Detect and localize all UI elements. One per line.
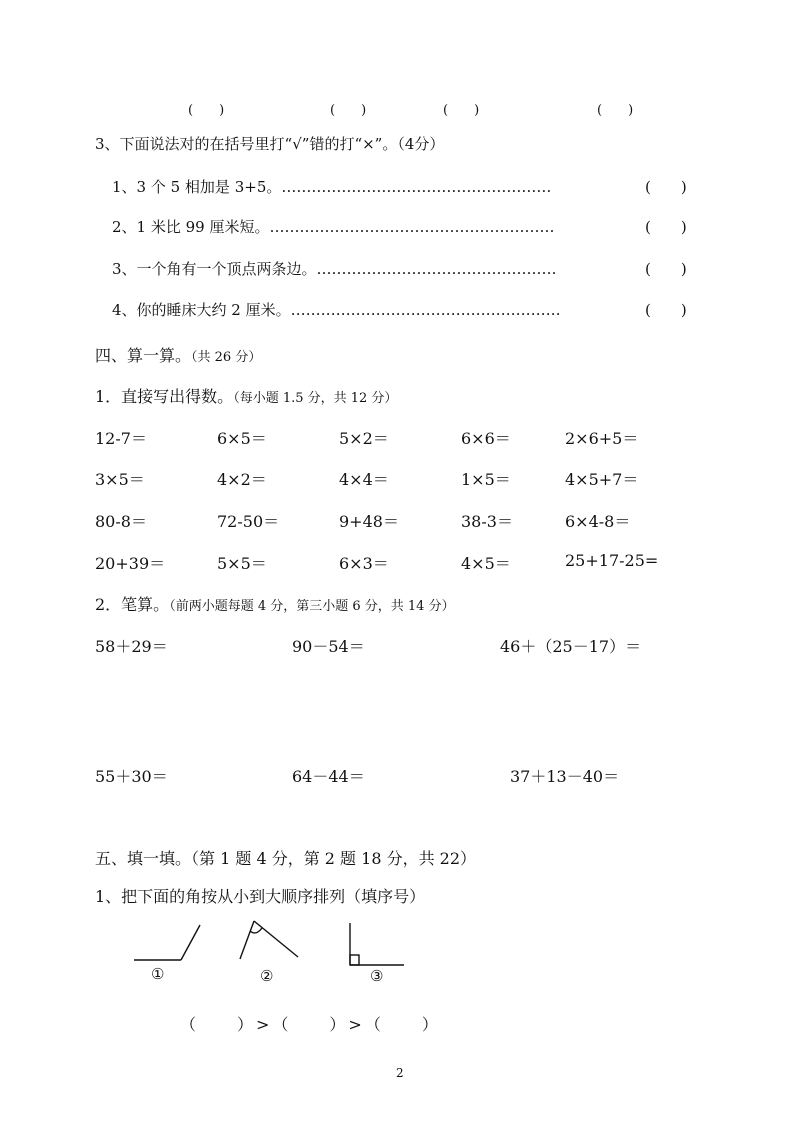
judge-paren-3[interactable]: ( ) (645, 260, 687, 278)
answer-paren[interactable]: ( ) (188, 103, 225, 118)
angle-1-figure (134, 925, 200, 960)
written-calc-1: 58＋29＝ (95, 637, 168, 656)
judge-item-4: 4、你的睡床大约 2 厘米。……………………………………………… (112, 301, 561, 319)
calc-item: 38-3＝ (461, 512, 513, 531)
judge-paren-4[interactable]: ( ) (645, 301, 687, 319)
calc-item: 5×5＝ (217, 554, 267, 573)
calc-item: 6×4-8＝ (565, 512, 631, 531)
angle-3-figure (350, 923, 404, 965)
section4-title-note: （共 26 分） (191, 350, 262, 365)
calc-item: 5×2＝ (339, 429, 389, 448)
part1-note: （每小题 1.5 分，共 12 分） (233, 391, 398, 406)
calc-item: 6×5＝ (217, 429, 267, 448)
section3-title: 3、下面说法对的在括号里打“√”错的打“×”。（4分） (95, 135, 445, 153)
answer-paren[interactable]: ( ) (443, 103, 480, 118)
calc-item: 2×6+5＝ (565, 429, 639, 448)
part2-title-text: 2．笔算。 (95, 595, 170, 614)
judge-item-3: 3、一个角有一个顶点两条边。………………………………………… (112, 260, 557, 278)
order-answer-line[interactable]: （ ）>（ ）>（ ） (180, 1015, 441, 1034)
written-calc-2: 90－54＝ (292, 637, 365, 656)
judge-paren-2[interactable]: ( ) (645, 218, 687, 236)
calc-item: 20+39＝ (95, 554, 166, 573)
section4-title-text: 四、算一算。 (95, 346, 192, 365)
judge-item-2: 2、1 米比 99 厘米短。………………………………………………… (112, 218, 555, 236)
part1-title-text: 1．直接写出得数。 (95, 387, 234, 406)
written-calc-4: 55＋30＝ (95, 767, 168, 786)
calc-item: 4×5＝ (461, 554, 511, 573)
answer-paren[interactable]: ( ) (597, 103, 634, 118)
calc-item: 9+48＝ (339, 512, 399, 531)
calc-item: 12-7＝ (95, 429, 147, 448)
calc-item: 6×6＝ (461, 429, 511, 448)
section5-q1: 1、把下面的角按从小到大顺序排列（填序号） (95, 887, 426, 906)
judge-paren-1[interactable]: ( ) (645, 178, 687, 196)
angle-2-figure (240, 921, 298, 959)
calc-item: 4×4＝ (339, 470, 389, 489)
written-calc-5: 64－44＝ (292, 767, 365, 786)
calc-item: 80-8＝ (95, 512, 147, 531)
calc-item: 4×5+7＝ (565, 470, 639, 489)
angle-label-2: ② (260, 967, 274, 985)
calc-item: 4×2＝ (217, 470, 267, 489)
written-calc-6: 37＋13－40＝ (510, 767, 620, 786)
judge-item-1: 1、3 个 5 相加是 3+5。……………………………………………… (112, 178, 552, 196)
page-number: 2 (396, 1066, 404, 1080)
written-calc-3: 46＋（25－17）＝ (500, 637, 642, 656)
answer-paren[interactable]: ( ) (330, 103, 367, 118)
calc-item: 3×5＝ (95, 470, 145, 489)
part2-note: （前两小题每题 4 分，第三小题 6 分，共 14 分） (169, 599, 455, 614)
angle-label-3: ③ (370, 967, 384, 985)
calc-item: 72-50＝ (217, 512, 280, 531)
angle-label-1: ① (151, 965, 165, 983)
calc-item: 25+17-25= (565, 551, 659, 570)
calc-item: 6×3＝ (339, 554, 389, 573)
calc-item: 1×5＝ (461, 470, 511, 489)
section5-title: 五、填一填。（第 1 题 4 分，第 2 题 18 分，共 22） (95, 849, 477, 868)
